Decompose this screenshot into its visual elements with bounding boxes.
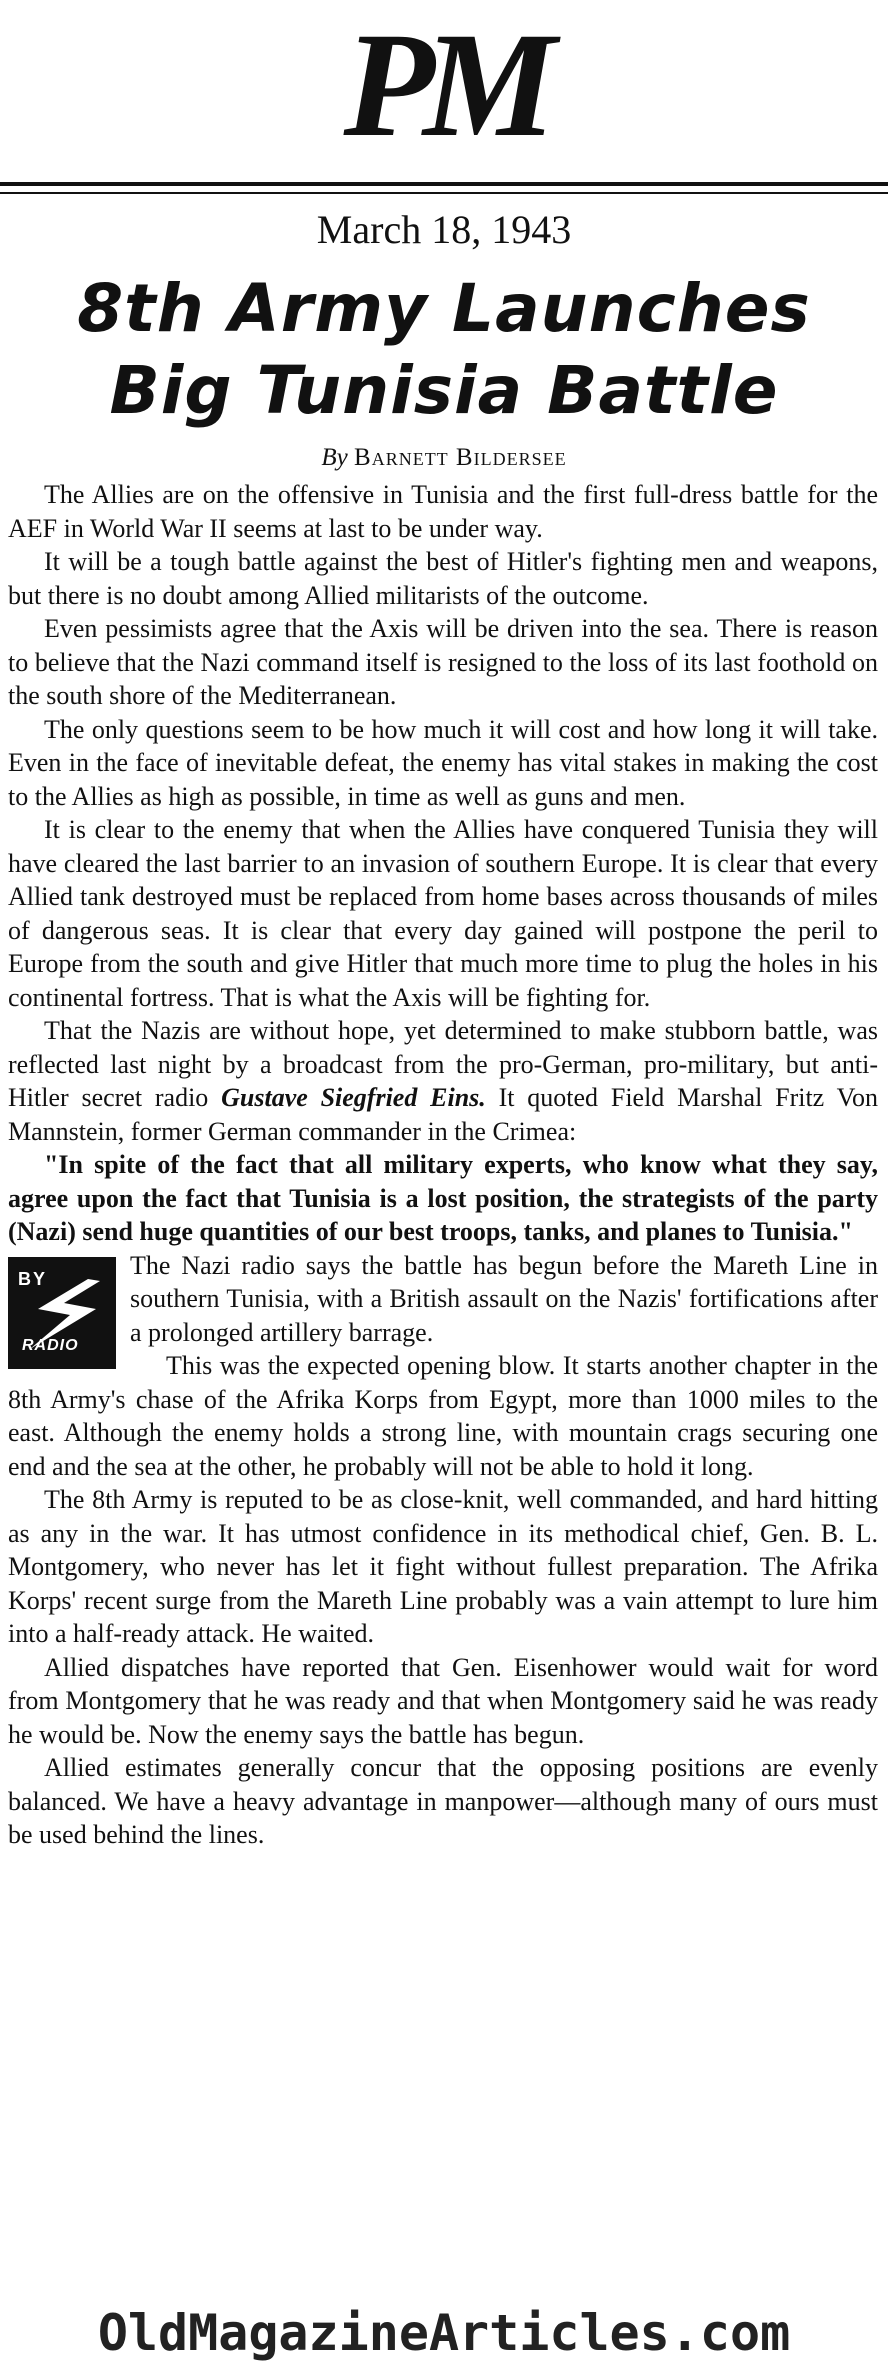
- radio-station-name: Gustave Siegfried Eins.: [221, 1083, 486, 1112]
- paragraph-6-start: That the Nazis are without hope, yet determined to make stubborn battle, was reflected last night by a broadcast from the pro-German, pro-military, but anti-Hitler secret radio: [8, 1016, 878, 1112]
- byline-author: Barnett Bildersee: [354, 444, 567, 471]
- badge-bottom-label: RADIO: [22, 1337, 79, 1354]
- radio-paragraph-block: [8, 1249, 878, 1354]
- paragraph-6-end: It quoted Field Marshal Fritz Von Mannstein, former German commander in the Crimea:: [8, 1083, 878, 1146]
- masthead-rule: [0, 182, 888, 186]
- site-watermark: OldMagazineArticles.com: [97, 2304, 791, 2362]
- paragraph-4: The only questions seem to be how much it will cost and how long it will take. Even in the face of inevitable defeat, the enemy has vital stakes in making the cost to the Allies as high as possible, in time as well as guns and men.: [8, 714, 878, 811]
- article-body: [8, 478, 878, 1852]
- headline-line-2: Big Tunisia Battle: [109, 352, 779, 429]
- masthead: [0, 0, 888, 205]
- byline-by: By: [321, 444, 348, 471]
- paragraph-3: Even pessimists agree that the Axis will be driven into the sea. There is reason to believe that the Nazi command itself is resigned to the loss of its last foothold on the south shore of the Mediterranean.: [8, 614, 878, 710]
- pull-quote: "In spite of the fact that all military experts, who know what they say, agree upon the fact that Tunisia is a lost position, the strategists of the party (Nazi) send huge quantities of our best troops, tanks, and planes to Tunisia.": [8, 1150, 878, 1246]
- badge-top-label: BY: [18, 1268, 48, 1289]
- paragraph-9: The 8th Army is reputed to be as close-knit, well commanded, and hard hitting as any in the war. It has utmost confidence in its methodical chief, Gen. B. L. Montgomery, who never has let it fight without fullest preparation. The Afrika Korps' recent surge from the Mareth Line probably was a vain attempt to lure him into a half-ready attack. He waited.: [8, 1485, 878, 1648]
- by-radio-badge: [8, 1257, 116, 1369]
- byline: [0, 442, 888, 474]
- paragraph-5: It is clear to the enemy that when the Allies have conquered Tunisia they will have cleared the last barrier to an invasion of southern Europe. It is clear that every Allied tank destroyed must be replaced from home bases across thousands of miles of dangerous seas. It is clear that every day gained will postpone the peril to Europe from the south and give Hitler that much more time to plug the holes in his continental fortress. That is what the Axis will be fighting for.: [8, 815, 878, 1012]
- paragraph-7: The Nazi radio says the battle has begun before the Mareth Line in southern Tunisia, with a British assault on the Nazis' fortifications after a prolonged artillery barrage.: [130, 1250, 878, 1347]
- dateline: March 18, 1943: [316, 207, 572, 252]
- paragraph-11: Allied estimates generally concur that the opposing positions are evenly balanced. We have a heavy advantage in manpower—although many of ours must be used behind the lines.: [8, 1753, 878, 1849]
- headline: [0, 268, 888, 432]
- masthead-rule-thin: [0, 192, 888, 194]
- paragraph-6: [8, 1014, 878, 1148]
- paragraph-1: The Allies are on the offensive in Tunisia and the first full-dress battle for the AEF in World War II seems at last to be under way.: [8, 480, 878, 543]
- paragraph-8: This was the expected opening blow. It starts another chapter in the 8th Army's chase of the Afrika Korps from Egypt, more than 1000 miles to the east. Although the enemy holds a strong line, with mountain crags securing one end and the sea at the other, he probably will not be able to hold it long.: [8, 1351, 878, 1481]
- masthead-logo: PM: [343, 2, 545, 168]
- paragraph-2: It will be a tough battle against the best of Hitler's fighting men and weapons, but there is no doubt among Allied militarists of the outcome.: [8, 547, 878, 610]
- headline-line-1: 8th Army Launches: [77, 270, 811, 347]
- paragraph-10: Allied dispatches have reported that Gen. Eisenhower would wait for word from Montgomery that he was ready and that when Montgomery said he was ready he would be. Now the enemy says the battle has begun.: [8, 1652, 878, 1749]
